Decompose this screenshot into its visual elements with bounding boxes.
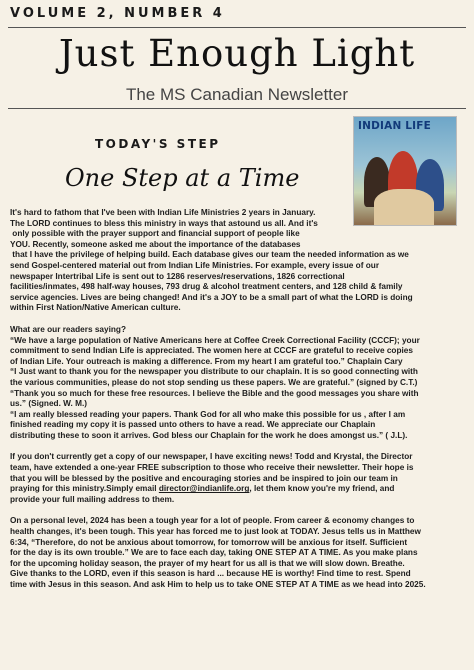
text-line: send Gospel-centered material out from Indian Life Ministries. For example, every issue of our xyxy=(10,260,380,270)
text-line: that I have the privilege of helping build. Each database gives our team the needed information as we xyxy=(10,250,409,260)
text-line: provide your full mailing address to them. xyxy=(10,494,175,504)
text-line: On a personal level, 2024 has been a tough year for a lot of people. From career & economy changes to xyxy=(10,516,415,526)
email-link[interactable]: director@indianlife.org xyxy=(158,484,250,494)
text-line: praying for this ministry.Simply email director@indianlife.org, let them know you're my friend, and xyxy=(10,484,395,494)
text-line: 6:34, “Therefore, do not be anxious about tomorrow, for tomorrow will be anxious for itself. Sufficient xyxy=(10,537,408,547)
article-headline: One Step at a Time xyxy=(65,164,300,192)
article-paragraph xyxy=(10,452,466,505)
text-line: “Thank you so much for these free resources. I believe the Bible and the good messages you share with xyxy=(10,388,419,398)
text-line: team, have extended a one-year FREE subscription to those who receive their newsletter. Their hope is xyxy=(10,463,414,473)
article-paragraph xyxy=(10,516,466,590)
article-paragraph xyxy=(10,325,466,442)
text-line: Give thanks to the LORD, even if this season is hard ... because HE is worthy! Find time to rest. Spend xyxy=(10,569,411,579)
newsletter-title: Just Enough Light xyxy=(58,32,416,75)
header-divider xyxy=(8,108,466,109)
text-line: only possible with the prayer support and financial support of people like xyxy=(10,229,300,239)
volume-number: VOLUME 2, NUMBER 4 xyxy=(10,6,225,21)
text-line: “I am really blessed reading your papers. Thank God for all who make this possible for us , after I am xyxy=(10,409,406,419)
text-line: that you will be blessed by the positive and encouraging stories and be inspired to join our team in xyxy=(10,473,398,483)
text-line: YOU. Recently, someone asked me about the importance of the databases xyxy=(10,239,301,249)
text-line: health changes, it's been tough. This year has forced me to just look at TODAY. Jesus tells us in Matthew xyxy=(10,527,421,537)
text-line: within First Nation/Native American culture. xyxy=(10,303,181,313)
text-line: “We have a large population of Native Americans here at Coffee Creek Correctional Facility (CCCF); your xyxy=(10,335,420,345)
top-divider xyxy=(8,27,466,28)
text-line: of Indian Life. Your outreach is making a difference. From my heart I am grateful too.” Chaplain Cary xyxy=(10,356,403,366)
text-line: us.” (Signed. W. M.) xyxy=(10,399,87,409)
text-line: What are our readers saying? xyxy=(10,324,126,334)
text-line: The LORD continues to bless this ministry in ways that astound us all. And it's xyxy=(10,218,318,228)
text-line: facilities/inmates, 498 half-way houses, 793 drug & alcohol treatment centers, and 128 child & family xyxy=(10,282,403,292)
text-line: It's hard to fathom that I've been with Indian Life Ministries 2 years in January. xyxy=(10,208,316,217)
text-line: the various communities, please do not stop sending us these papers. We are grateful.” (signed by C.T.) xyxy=(10,377,418,387)
text-line: time with Jesus in this season. And ask Him to help us to take ONE STEP AT A TIME as we head into 2025. xyxy=(10,580,426,589)
text-line: If you don't currently get a copy of our newspaper, I have exciting news! Todd and Krystal, the Director xyxy=(10,452,413,462)
text-line: finished reading my copy it is passed unto others to have a read. We appreciate our Chaplain xyxy=(10,420,376,430)
text-line: “I Just want to thank you for the newspaper you distribute to our chaplain. It is so good connecting with xyxy=(10,367,418,377)
section-label: TODAY'S STEP xyxy=(95,137,221,151)
cover-title: INDIAN LIFE xyxy=(358,120,432,132)
text-line: newspaper Intertribal Life is sent out to 1286 reserves/reservations, 1826 correctional xyxy=(10,271,345,281)
newsletter-subtitle: The MS Canadian Newsletter xyxy=(125,85,349,104)
text-line: commitment to send Indian Life is appreciated. The women here at CCCF are grateful to receive copies xyxy=(10,346,413,356)
text-line: distributing these to soon it arrives. God bless our Chaplain for the work he does amongst us.” ( J.L). xyxy=(10,430,408,440)
article-paragraph xyxy=(10,208,466,314)
text-line: service agencies. Lives are being changed! And it's a JOY to be a small part of what the LORD is doing xyxy=(10,292,413,302)
article-body xyxy=(10,208,466,602)
text-line: for the day is its own trouble.” We are to face each day, taking ONE STEP AT A TIME. As you make plans xyxy=(10,548,418,558)
text-line: for the upcoming holiday season, the prayer of my heart for us all is that we will slow down. Breathe. xyxy=(10,558,405,568)
